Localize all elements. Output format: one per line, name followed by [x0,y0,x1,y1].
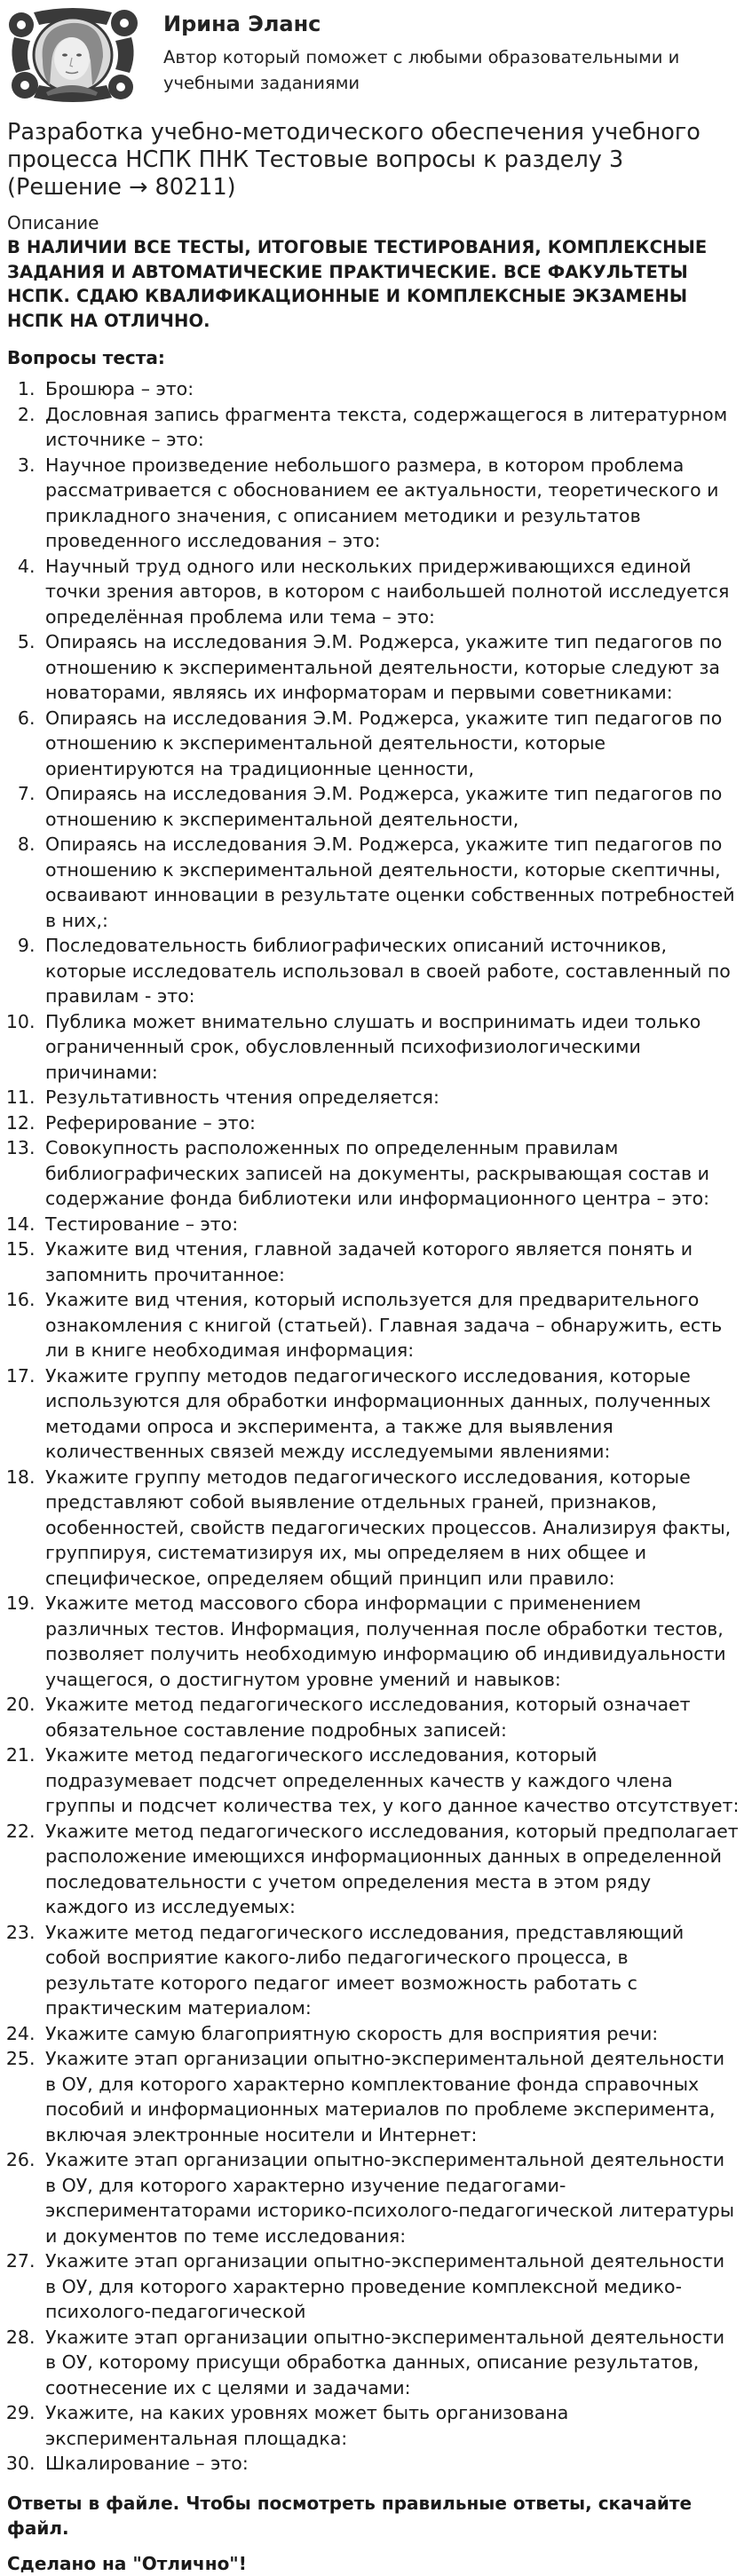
answers-note: Ответы в файле. Чтобы посмотреть правильные ответы, скачайте файл. [7,2492,693,2539]
author-info [163,7,696,96]
author-card [7,0,745,108]
description-text: В НАЛИЧИИ ВСЕ ТЕСТЫ, ИТОГОВЫЕ ТЕСТИРОВАНИЯ, КОМПЛЕКСНЫЕ ЗАДАНИЯ И АВТОМАТИЧЕСКИЕ ПРАКТИЧЕСКИЕ. ВСЕ ФАКУЛЬТЕТЫ НСПК. СДАЮ КВАЛИФИКАЦИОННЫЕ И КОМПЛЕКСНЫЕ ЭКЗАМЕНЫ НСПК НА ОТЛИЧНО. [7,237,708,331]
description-label: Описание [7,212,99,233]
question-item: 26. Укажите этап организации опытно-экспериментальной деятельности в ОУ, для которого характерно изучение педагогами-экспериментаторами историко-психолого-педагогической литературы и документов по теме исследования: [41,2147,740,2248]
question-item: 3. Научное произведение небольшого размера, в котором проблема рассматривается с обоснованием ее актуальности, теоретического и прикладного значения, с описанием методики и результатов проведенного исследования – это: [41,453,740,554]
question-item: 25. Укажите этап организации опытно-экспериментальной деятельности в ОУ, для которого характерно комплектование фонда справочных пособий и информационных материалов по проблеме эксперимента, включая электронные носители и Интернет: [41,2046,740,2147]
question-item: 5. Опираясь на исследования Э.М. Роджерса, укажите тип педагогов по отношению к экспериментальной деятельности, которые следуют за новаторами, являясь их информаторам и первыми советниками: [41,629,740,706]
question-item: 9. Последовательность библиографических описаний источников, которые исследователь использовал в своей работе, составленный по правилам - это: [41,933,740,1009]
question-item: 8. Опираясь на исследования Э.М. Роджерса, укажите тип педагогов по отношению к экспериментальной деятельности, которые скептичны, осваивают инновации в результате оценки собственных потребностей в них,: [41,832,740,933]
question-item: 22. Укажите метод педагогического исследования, который предполагает расположение имеющихся информационных данных в определенной последовательности с учетом определения места в этом ряду каждого из исследуемых: [41,1819,740,1920]
done-note: Сделано на "Отлично"! [7,2552,247,2574]
questions-label: Вопросы теста: [7,347,165,368]
question-item: 24. Укажите самую благоприятную скорость для восприятия речи: [41,2021,740,2047]
question-item: 18. Укажите группу методов педагогического исследования, которые представляют собой выявление отдельных граней, признаков, особенностей, свойств педагогических процессов. Анализируя факты, группируя, систематизируя их, мы определяем в них общее и специфическое, определяем общий принцип или правило: [41,1465,740,1592]
question-item: 28. Укажите этап организации опытно-экспериментальной деятельности в ОУ, которому присущи обработка данных, описание результатов, соотнесение их с целями и задачами: [41,2325,740,2401]
question-item: 2. Дословная запись фрагмента текста, содержащегося в литературном источнике – это: [41,402,740,453]
author-avatar[interactable] [7,7,139,103]
question-item: 19. Укажите метод массового сбора информации с применением различных тестов. Информация, полученная после обработки тестов, позволяет получить необходимую информацию об индивидуальности учащегося, о достигнутом уровне умений и навыков: [41,1591,740,1692]
question-item: 20. Укажите метод педагогического исследования, который означает обязательное составление подробных записей: [41,1692,740,1742]
question-item: 4. Научный труд одного или нескольких придерживающихся единой точки зрения авторов, в котором с наибольшей полнотой исследуется определённая проблема или тема – это: [41,554,740,630]
author-description: Автор который поможет с любыми образовательными и учебными заданиями [163,47,680,93]
question-item: 17. Укажите группу методов педагогического исследования, которые используются для обработки информационных данных, полученных методами опроса и эксперимента, а также для выявления количественных связей между исследуемыми явлениями: [41,1363,740,1465]
question-item: 12. Реферирование – это: [41,1110,740,1136]
question-item: 16. Укажите вид чтения, который используется для предварительного ознакомления с книгой (статьей). Главная задача – обнаружить, есть ли в книге необходимая информация: [41,1287,740,1363]
question-item: 15. Укажите вид чтения, главной задачей которого является понять и запомнить прочитанное: [41,1237,740,1287]
author-name[interactable]: Ирина Эланс [163,12,321,36]
question-item: 10. Публика может внимательно слушать и воспринимать идеи только ограниченный срок, обусловленный психофизиологическими причинами: [41,1009,740,1086]
question-item: 1. Брошюра – это: [41,376,740,402]
question-item: 11. Результативность чтения определяется: [41,1085,740,1110]
question-item: 14. Тестирование – это: [41,1212,740,1237]
question-item: 29. Укажите, на каких уровнях может быть организована экспериментальная площадка: [41,2400,740,2451]
question-item: 21. Укажите метод педагогического исследования, который подразумевает подсчет определенных качеств у каждого члена группы и подсчет количества тех, у кого данное качество отсутствует: [41,1742,740,1819]
product-title: Разработка учебно-методического обеспечения учебного процесса НСПК ПНК Тестовые вопросы к разделу 3 (Решение → 80211) [7,119,701,201]
questions-list [7,376,740,2477]
question-item: 7. Опираясь на исследования Э.М. Роджерса, укажите тип педагогов по отношению к экспериментальной деятельности, [41,781,740,832]
question-item: 13. Совокупность расположенных по определенным правилам библиографических записей на документы, раскрывающая состав и содержание фонда библиотеки или информационного центра – это: [41,1135,740,1212]
question-item: 30. Шкалирование – это: [41,2451,740,2477]
question-item: 27. Укажите этап организации опытно-экспериментальной деятельности в ОУ, для которого характерно проведение комплексной медико-психолого-педагогической [41,2248,740,2325]
question-item: 23. Укажите метод педагогического исследования, представляющий собой восприятие какого-либо педагогического процесса, в результате которого педагог имеет возможность работать с практическим материалом: [41,1920,740,2021]
question-item: 6. Опираясь на исследования Э.М. Роджерса, укажите тип педагогов по отношению к экспериментальной деятельности, которые ориентируются на традиционные ценности, [41,706,740,782]
